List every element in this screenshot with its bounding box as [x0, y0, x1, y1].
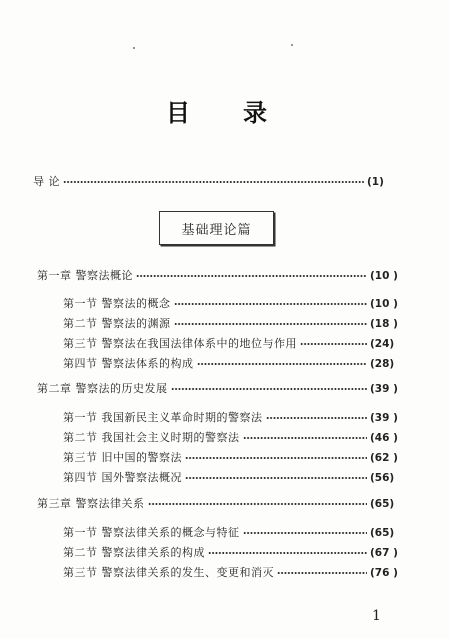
toc-entry-label: 第三节 警察法律关系的发生、变更和消灭 — [63, 566, 274, 579]
toc-entry-label: 第二节 警察法的渊源 — [63, 317, 171, 330]
toc-entry-label: 第一节 警察法的概念 — [63, 297, 171, 310]
toc-section-entry[interactable] — [63, 470, 404, 486]
toc-entry-page: (28) — [370, 358, 395, 370]
toc-entry-label: 第三节 警察法在我国法律体系中的地位与作用 — [63, 337, 297, 350]
leader-dots — [174, 299, 368, 309]
toc-entry-page: (56) — [370, 472, 395, 484]
toc-entry-page: (65) — [370, 498, 395, 510]
title-char-right: 录 — [243, 99, 267, 127]
toc-entry-page: (67 ) — [370, 547, 398, 559]
toc-title — [0, 93, 450, 127]
leader-dots — [243, 433, 368, 443]
toc-entry-label: 第一节 警察法律关系的概念与特征 — [63, 526, 240, 539]
toc-chapter-entry[interactable] — [37, 496, 404, 512]
toc-section-entry[interactable] — [63, 450, 404, 466]
toc-section-entry[interactable] — [63, 356, 404, 372]
toc-entry-intro[interactable] — [33, 174, 401, 190]
leader-dots — [174, 319, 368, 329]
leader-dots — [300, 339, 367, 349]
leader-dots — [136, 271, 367, 281]
leader-dots — [171, 384, 368, 394]
part-heading-box — [159, 211, 274, 245]
toc-entry-page: (24) — [370, 338, 395, 350]
toc-entry-page: (65) — [370, 527, 395, 539]
toc-entry-label: 第二节 我国社会主义时期的警察法 — [63, 431, 240, 444]
leader-dots — [266, 413, 368, 423]
leader-dots — [185, 453, 367, 463]
toc-entry-label: 第四节 警察法体系的构成 — [63, 357, 194, 370]
toc-section-entry[interactable] — [63, 565, 404, 581]
toc-entry-label: 导 论 — [33, 175, 60, 188]
toc-section-entry[interactable] — [63, 525, 404, 541]
page-number: 1 — [372, 608, 381, 624]
toc-entry-page: (46 ) — [370, 432, 398, 444]
toc-entry-page: (18 ) — [370, 318, 398, 330]
toc-entry-page: (10 ) — [370, 270, 398, 282]
leader-dots — [185, 473, 367, 483]
leader-dots — [148, 499, 368, 509]
toc-entry-page: (39 ) — [370, 383, 398, 395]
toc-entry-page: (76 ) — [370, 567, 398, 579]
toc-entry-label: 第一节 我国新民主义革命时期的警察法 — [63, 411, 263, 424]
toc-entry-label: 第三章 警察法律关系 — [37, 497, 145, 510]
leader-dots — [277, 568, 367, 578]
toc-entry-page: (1) — [367, 176, 384, 188]
toc-entry-label: 第二节 警察法律关系的构成 — [63, 546, 205, 559]
title-char-left: 目 — [166, 99, 190, 127]
part-heading-label: 基础理论篇 — [181, 222, 252, 238]
toc-chapter-entry[interactable] — [37, 381, 404, 397]
toc-section-entry[interactable] — [63, 296, 404, 312]
toc-section-entry[interactable] — [63, 430, 404, 446]
toc-entry-label: 第二章 警察法的历史发展 — [37, 382, 168, 395]
toc-entry-page: (62 ) — [370, 452, 398, 464]
toc-entry-page: (10 ) — [370, 298, 398, 310]
leader-dots — [63, 177, 364, 187]
toc-entry-page: (39 ) — [370, 412, 398, 424]
toc-section-entry[interactable] — [63, 336, 404, 352]
toc-section-entry[interactable] — [63, 545, 404, 561]
leader-dots — [197, 359, 368, 369]
toc-entry-label: 第四节 国外警察法概况 — [63, 471, 182, 484]
toc-entry-label: 第一章 警察法概论 — [37, 269, 133, 282]
leader-dots — [208, 548, 367, 558]
toc-chapter-entry[interactable] — [37, 268, 404, 284]
leader-dots — [243, 528, 368, 538]
toc-section-entry[interactable] — [63, 410, 404, 426]
toc-section-entry[interactable] — [63, 316, 404, 332]
toc-entry-label: 第三节 旧中国的警察法 — [63, 451, 182, 464]
